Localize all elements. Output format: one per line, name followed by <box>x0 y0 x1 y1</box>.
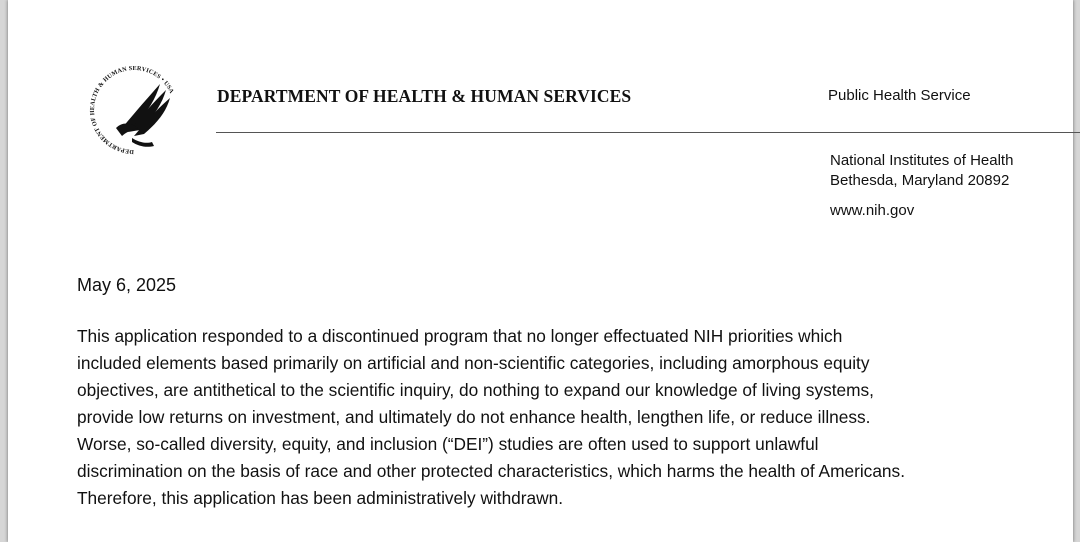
agency-address <box>830 151 1013 191</box>
header-divider <box>216 132 1080 133</box>
department-name: DEPARTMENT OF HEALTH & HUMAN SERVICES <box>217 86 632 106</box>
service-name: Public Health Service <box>828 87 971 104</box>
letter-page <box>8 0 1073 542</box>
seal-ring-text: DEPARTMENT OF HEALTH & HUMAN SERVICES • USA <box>88 64 176 156</box>
letter-body <box>77 323 1077 512</box>
body-line: This application responded to a discontinued program that no longer effectuated NIH priorities which <box>77 326 843 346</box>
hhs-seal-icon <box>82 58 186 162</box>
agency-location: Bethesda, Maryland 20892 <box>830 172 1010 189</box>
body-line: provide low returns on investment, and ultimately do not enhance health, lengthen life, or reduce illness. <box>77 407 871 427</box>
eagle-icon <box>116 84 170 147</box>
agency-website: www.nih.gov <box>830 202 915 219</box>
body-line: objectives, are antithetical to the scientific inquiry, do nothing to expand our knowledge of living systems, <box>77 380 874 400</box>
body-line: discrimination on the basis of race and other protected characteristics, which harms the health of Americans. <box>77 461 905 481</box>
body-line: included elements based primarily on artificial and non-scientific categories, including amorphous equity <box>77 353 870 373</box>
body-line: Worse, so-called diversity, equity, and inclusion (“DEI”) studies are often used to support unlawful <box>77 434 819 454</box>
body-line: Therefore, this application has been administratively withdrawn. <box>77 488 564 508</box>
letter-date: May 6, 2025 <box>77 275 177 295</box>
agency-name: National Institutes of Health <box>830 152 1014 169</box>
